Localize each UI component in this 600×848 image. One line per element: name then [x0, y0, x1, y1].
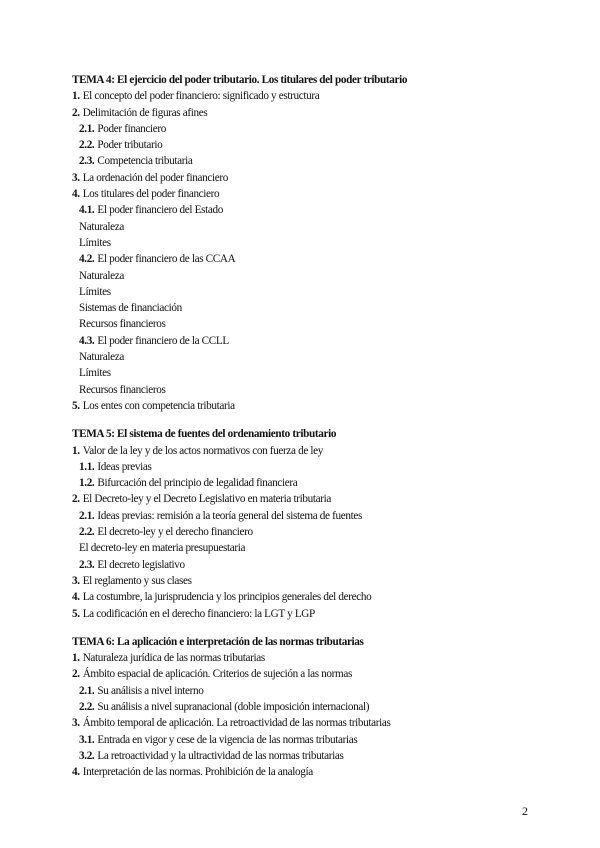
- outline-item: [72, 284, 542, 300]
- item-text: Límites: [79, 236, 111, 249]
- outline-item: [72, 764, 542, 780]
- item-number: 2.: [72, 493, 80, 506]
- item-text: Ámbito temporal de aplicación. La retroactividad de las normas tributarias: [82, 717, 391, 730]
- outline-item: [72, 475, 542, 491]
- outline-item: [72, 508, 542, 524]
- outline-item: [72, 349, 542, 365]
- document-body: [72, 72, 542, 792]
- item-text: El decreto legislativo: [97, 558, 185, 571]
- section-title: TEMA 5: El sistema de fuentes del ordenamiento tributario: [72, 428, 337, 441]
- outline-item: [72, 650, 542, 666]
- item-text: Ideas previas: remisión a la teoría general del sistema de fuentes: [97, 509, 362, 522]
- outline-item: [72, 300, 542, 316]
- item-number: 4.3.: [79, 334, 95, 347]
- item-text: Poder financiero: [97, 122, 167, 135]
- item-text: Bifurcación del principio de legalidad financiera: [97, 477, 298, 490]
- item-text: Naturaleza: [79, 220, 124, 233]
- item-number: 2.2.: [79, 139, 95, 152]
- outline-item: [72, 153, 542, 169]
- section-title: TEMA 4: El ejercicio del poder tributario. Los titulares del poder tributario: [72, 74, 408, 86]
- item-number: 4.2.: [79, 253, 95, 266]
- item-text: Los titulares del poder financiero: [82, 188, 220, 201]
- item-number: 3.2.: [79, 749, 95, 762]
- outline-item: [72, 443, 542, 459]
- outline-item: [72, 88, 542, 104]
- outline-item: [72, 524, 542, 540]
- item-number: 1.2.: [79, 477, 95, 490]
- outline-item: [72, 316, 542, 332]
- outline-item: [72, 186, 542, 202]
- outline-item: [72, 137, 542, 153]
- outline-item: [72, 699, 542, 715]
- item-text: Los entes con competencia tributaria: [82, 399, 235, 412]
- item-text: Competencia tributaria: [97, 155, 193, 168]
- item-text: Naturaleza jurídica de las normas tributarias: [82, 652, 265, 665]
- item-text: El reglamento y sus clases: [82, 574, 192, 587]
- item-text: El poder financiero de la CCLL: [97, 334, 229, 347]
- outline-item: [72, 589, 542, 605]
- outline-item: [72, 491, 542, 507]
- item-number: 1.: [72, 90, 80, 103]
- tema-section: [72, 634, 542, 781]
- outline-item: [72, 540, 542, 556]
- item-text: El decreto-ley en materia presupuestaria: [79, 542, 246, 555]
- item-text: El decreto-ley y el derecho financiero: [97, 526, 253, 539]
- item-number: 2.1.: [79, 509, 95, 522]
- outline-item: [72, 557, 542, 573]
- outline-item: [72, 683, 542, 699]
- item-number: 3.: [72, 717, 80, 730]
- item-text: Su análisis a nivel interno: [97, 684, 204, 697]
- item-text: Naturaleza: [79, 269, 124, 282]
- item-number: 4.1.: [79, 204, 95, 217]
- item-number: 2.1.: [79, 122, 95, 135]
- item-text: Sistemas de financiación: [79, 302, 182, 315]
- outline-item: [72, 105, 542, 121]
- item-text: Su análisis a nivel supranacional (doble imposición internacional): [97, 700, 370, 713]
- outline-item: [72, 398, 542, 414]
- item-number: 3.1.: [79, 733, 95, 746]
- outline-item: [72, 459, 542, 475]
- item-text: Ideas previas: [97, 460, 152, 473]
- tema-section: [72, 72, 542, 414]
- item-text: El Decreto-ley y el Decreto Legislativo en materia tributaria: [82, 493, 331, 506]
- item-number: 3.: [72, 171, 80, 184]
- item-number: 4.: [72, 188, 80, 201]
- outline-item: [72, 333, 542, 349]
- item-number: 2.: [72, 668, 80, 681]
- item-text: Interpretación de las normas. Prohibición de la analogía: [82, 766, 313, 779]
- outline-item: [72, 365, 542, 381]
- item-text: El concepto del poder financiero: significado y estructura: [82, 90, 320, 103]
- outline-item: [72, 573, 542, 589]
- item-text: Límites: [79, 285, 111, 298]
- item-text: Límites: [79, 367, 111, 380]
- item-number: 2.2.: [79, 700, 95, 713]
- tema-section: [72, 426, 542, 622]
- item-number: 5.: [72, 399, 80, 412]
- item-number: 3.: [72, 574, 80, 587]
- outline-item: [72, 606, 542, 622]
- section-title: TEMA 6: La aplicación e interpretación de las normas tributarias: [72, 635, 364, 648]
- item-number: 5.: [72, 607, 80, 620]
- outline-item: [72, 666, 542, 682]
- outline-item: [72, 121, 542, 137]
- item-number: 1.: [72, 652, 80, 665]
- outline-item: [72, 219, 542, 235]
- outline-item: [72, 235, 542, 251]
- item-text: Naturaleza: [79, 351, 124, 364]
- item-number: 4.: [72, 591, 80, 604]
- item-number: 1.1.: [79, 460, 95, 473]
- outline-item: [72, 732, 542, 748]
- item-text: Valor de la ley y de los actos normativos con fuerza de ley: [82, 444, 324, 457]
- item-text: El poder financiero de las CCAA: [97, 253, 236, 266]
- item-text: La ordenación del poder financiero: [82, 171, 228, 184]
- outline-item: [72, 748, 542, 764]
- outline-item: [72, 251, 542, 267]
- item-number: 4.: [72, 766, 80, 779]
- outline-item: [72, 268, 542, 284]
- item-text: Recursos financieros: [79, 318, 166, 331]
- item-text: Poder tributario: [97, 139, 163, 152]
- item-text: Ámbito espacial de aplicación. Criterios de sujeción a las normas: [82, 668, 352, 681]
- outline-item: [72, 202, 542, 218]
- outline-item: [72, 170, 542, 186]
- item-text: Recursos financieros: [79, 383, 166, 396]
- item-text: La costumbre, la jurisprudencia y los principios generales del derecho: [82, 591, 372, 604]
- item-number: 1.: [72, 444, 80, 457]
- item-number: 2.3.: [79, 155, 95, 168]
- item-number: 2.2.: [79, 526, 95, 539]
- outline-item: [72, 382, 542, 398]
- item-text: La retroactividad y la ultractividad de las normas tributarias: [97, 749, 344, 762]
- item-text: El poder financiero del Estado: [97, 204, 223, 217]
- item-text: Entrada en vigor y cese de la vigencia de las normas tributarias: [97, 733, 358, 746]
- item-text: Delimitación de figuras afines: [82, 106, 208, 119]
- item-number: 2.: [72, 106, 80, 119]
- item-number: 2.1.: [79, 684, 95, 697]
- item-number: 2.3.: [79, 558, 95, 571]
- page-number: 2: [522, 804, 528, 818]
- outline-item: [72, 715, 542, 731]
- item-text: La codificación en el derecho financiero: la LGT y LGP: [82, 607, 315, 620]
